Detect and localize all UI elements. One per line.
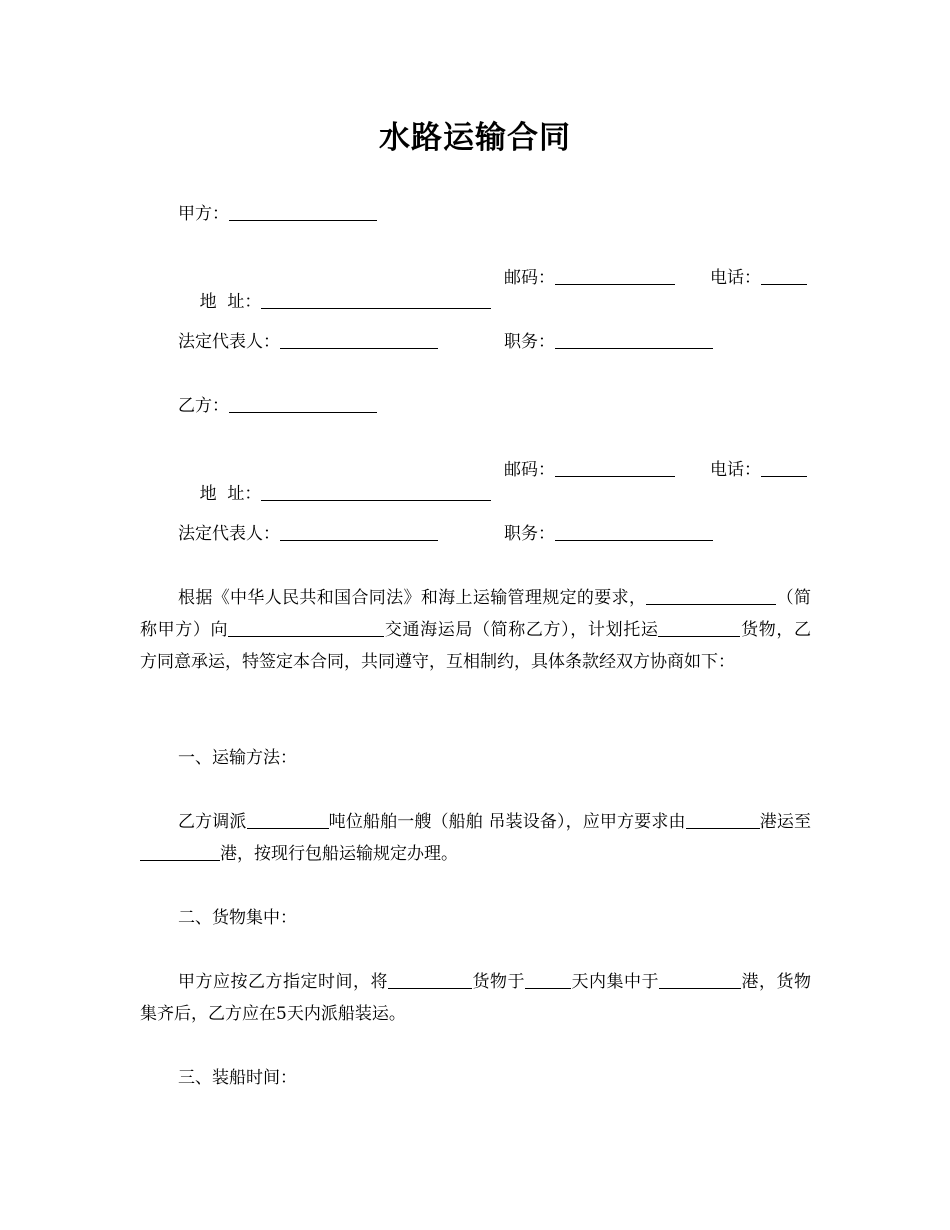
party-a-position-row: [504, 330, 713, 354]
party-a-address-blank[interactable]: [261, 290, 491, 309]
section-1-paragraph: [140, 806, 811, 870]
party-b-name-blank[interactable]: [229, 394, 377, 413]
page-title: 水路运输合同: [379, 120, 571, 156]
preamble-text-3: 交通海运局（简称乙方），计划托运: [384, 620, 659, 640]
party-a-name-blank[interactable]: [229, 202, 377, 221]
party-b-position-row: [504, 522, 713, 546]
party-a-address-row: [178, 266, 491, 312]
party-b-legal-rep-row: [178, 522, 438, 546]
party-a-address-label: 地 址：: [199, 292, 262, 312]
section-1-destination-port-blank[interactable]: [140, 842, 220, 861]
section-1-text-3: 港运至: [759, 812, 812, 832]
party-a-legal-rep-blank[interactable]: [280, 330, 438, 349]
section-2-cargo-blank[interactable]: [388, 970, 472, 989]
preamble-text-4: 货物，乙方同意承运，特签定本合同，共同遵守，互相制约，具体条款经双方协商如下：: [140, 620, 812, 672]
party-b-legal-rep-blank[interactable]: [280, 522, 438, 541]
party-a-phone-row: [710, 266, 807, 290]
party-a-name-row: [178, 202, 377, 226]
party-b-postcode-label: 邮码：: [504, 460, 555, 480]
party-a-postcode-label: 邮码：: [504, 268, 555, 288]
preamble-text-1: 根据《中华人民共和国合同法》和海上运输管理规定的要求，: [178, 588, 647, 608]
party-a-postcode-row: [504, 266, 675, 290]
section-2-text-3: 天内集中于: [571, 972, 659, 992]
preamble-bureau-blank[interactable]: [228, 618, 384, 637]
party-b-address-blank[interactable]: [261, 482, 491, 501]
party-b-position-blank[interactable]: [555, 522, 713, 541]
party-b-address-row: [178, 458, 491, 504]
section-2-text-2: 货物于: [472, 972, 525, 992]
section-1-origin-port-blank[interactable]: [686, 810, 760, 829]
party-b-name-row: [178, 394, 377, 418]
section-3-heading: 三、装船时间：: [178, 1068, 297, 1088]
party-a-position-label: 职务：: [504, 332, 555, 352]
party-b-phone-label: 电话：: [710, 460, 761, 480]
section-2-text-1: 甲方应按乙方指定时间，将: [178, 972, 388, 992]
section-1-text-2: 吨位船舶一艘（船舶 吊装设备），应甲方要求由: [328, 812, 686, 832]
party-b-name-label: 乙方：: [178, 396, 229, 416]
section-2-paragraph: [140, 966, 811, 1030]
party-b-phone-row: [710, 458, 807, 482]
preamble-client-blank[interactable]: [646, 586, 776, 605]
party-a-position-blank[interactable]: [555, 330, 713, 349]
party-a-legal-rep-row: [178, 330, 438, 354]
section-1-tonnage-blank[interactable]: [247, 810, 329, 829]
preamble-cargo-blank[interactable]: [658, 618, 740, 637]
party-b-phone-blank[interactable]: [761, 458, 807, 477]
section-2-text-4: 港，货物集齐后，乙方应在5天内派船装运。: [140, 972, 811, 1024]
preamble-text-2: （简称甲方）向: [140, 588, 812, 640]
section-2-days-blank[interactable]: [525, 970, 571, 989]
party-a-postcode-blank[interactable]: [555, 266, 675, 285]
party-a-phone-label: 电话：: [710, 268, 761, 288]
section-2-heading: 二、货物集中：: [178, 908, 297, 928]
section-1-text-1: 乙方调派: [178, 812, 247, 832]
party-a-name-label: 甲方：: [178, 204, 229, 224]
preamble-paragraph: [140, 582, 811, 678]
party-a-legal-rep-label: 法定代表人：: [178, 332, 280, 352]
party-b-postcode-row: [504, 458, 675, 482]
party-b-address-label: 地 址：: [199, 484, 262, 504]
section-2-port-blank[interactable]: [659, 970, 741, 989]
party-b-position-label: 职务：: [504, 524, 555, 544]
party-b-postcode-blank[interactable]: [555, 458, 675, 477]
party-b-legal-rep-label: 法定代表人：: [178, 524, 280, 544]
section-1-heading: 一、运输方法：: [178, 748, 297, 768]
section-1-text-4: 港，按现行包船运输规定办理。: [220, 844, 458, 864]
party-a-phone-blank[interactable]: [761, 266, 807, 285]
